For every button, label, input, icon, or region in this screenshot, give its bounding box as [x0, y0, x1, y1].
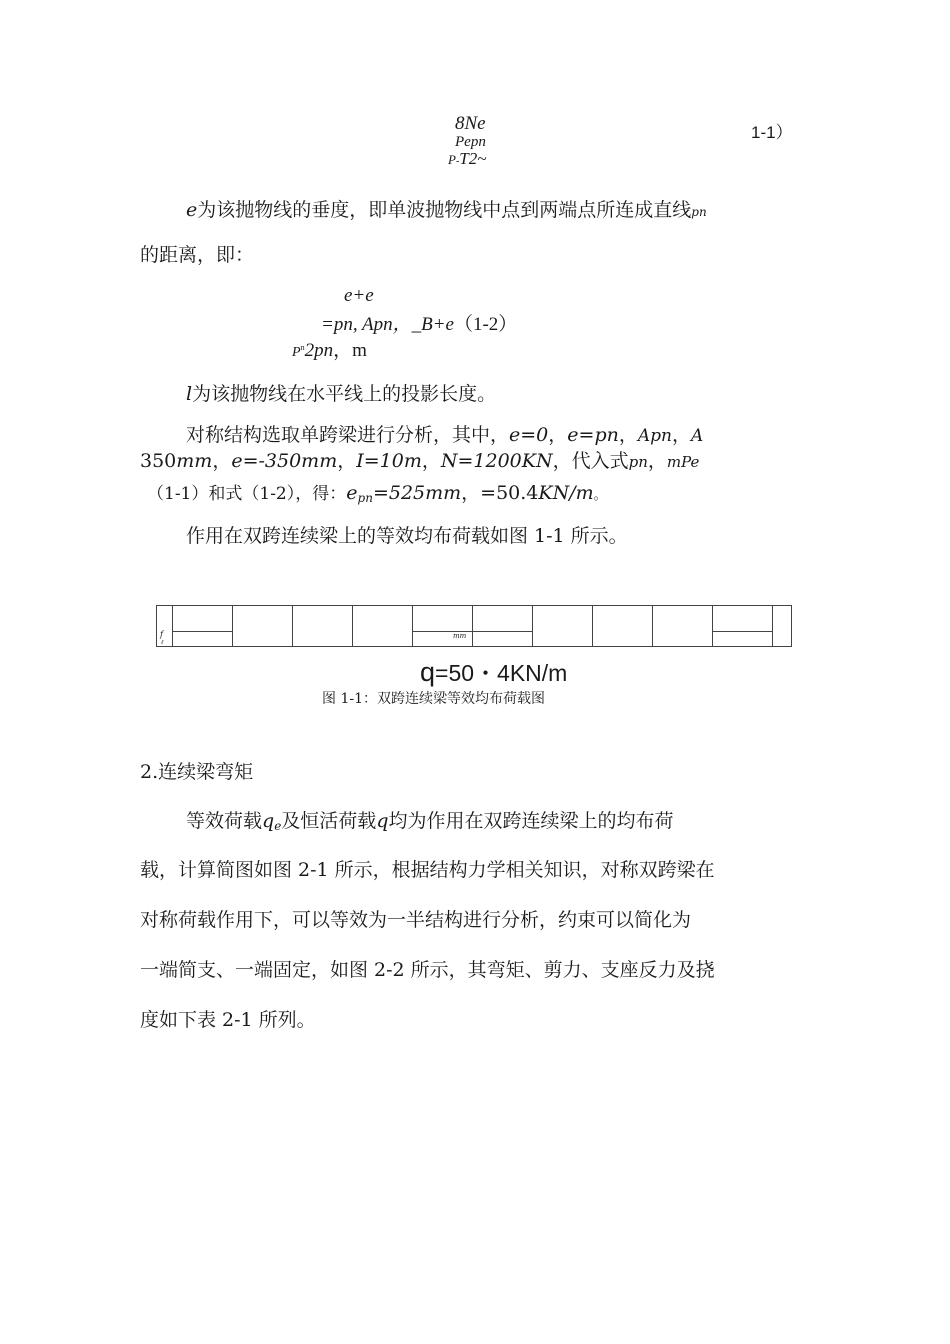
p3-l1-a: 对称结构选取单跨梁进行分析，其中，: [186, 424, 510, 446]
p3-l3-g: 。: [593, 488, 607, 503]
label-f: f: [160, 630, 163, 639]
p3-l2-i: ，代入式: [552, 450, 629, 472]
paragraph-1-line-2: 的距离，即：: [140, 244, 255, 266]
p3-l2-h: N=1200KN: [440, 450, 553, 472]
grid-line: [292, 606, 293, 646]
p3-l1-f: Apn: [637, 426, 672, 446]
p3-l2-k: ，: [647, 450, 667, 472]
label-l: ℓ: [161, 639, 164, 646]
grid-line: [172, 606, 173, 646]
p3-l1-c: ，: [548, 424, 568, 446]
grid-line: [532, 606, 533, 646]
paragraph-3-line-2: [140, 452, 699, 471]
equation-1-1-middle: Pepn: [455, 134, 486, 150]
equation-1-2-middle: [321, 309, 517, 336]
p3-l2-d: e=-350mm: [231, 450, 338, 472]
load-value-label: [420, 655, 567, 688]
figure-caption: 图 1-1：双跨连续梁等效均布荷载图: [322, 691, 545, 707]
q-letter: q: [420, 657, 436, 687]
label-mm: mm: [453, 632, 467, 640]
p3-l2-g: ，: [421, 450, 441, 472]
p3-l1-g: ，: [672, 424, 692, 446]
equation-1-1-number: 1-1）: [751, 123, 793, 142]
paragraph-5-line-2: 载，计算简图如图 2-1 所示，根据结构力学相关知识，对称双跨梁在: [140, 859, 715, 881]
p3-l3-e: ，=50.4: [461, 482, 539, 504]
paragraph-2: [186, 385, 496, 404]
p3-l3-b: e: [346, 482, 358, 504]
eq2-number: （1-2）: [453, 314, 518, 335]
q-value: =50・4KN/m: [435, 660, 568, 686]
p5-l1-e: q: [376, 810, 389, 832]
beam-load-diagram: [156, 605, 792, 647]
section-heading: 2.连续梁弯矩: [140, 761, 254, 783]
p3-l1-d: e=pn: [567, 424, 619, 446]
grid-line: [652, 606, 653, 646]
grid-line: [472, 606, 473, 646]
p5-l1-a: 等效荷载: [186, 810, 263, 832]
p5-l1-f: 均为作用在双跨连续梁上的均布荷: [388, 810, 674, 832]
p3-l3-d: =525mm: [372, 482, 462, 504]
eq2-m: ，m: [333, 340, 367, 361]
paragraph-5-line-3: 对称荷载作用下，可以等效为一半结构进行分析，约束可以简化为: [140, 909, 692, 931]
grid-line: [592, 606, 593, 646]
p3-l2-f: I=10m: [356, 450, 422, 472]
p3-l1-b: e=0: [509, 424, 549, 446]
eq2-p: P: [292, 345, 301, 360]
p3-l2-l: mPe: [666, 453, 700, 471]
var-e: e: [186, 199, 198, 221]
p5-l1-b: q: [262, 810, 275, 832]
p3-l3-a: （1-1）和式（1-2），得：: [147, 484, 347, 504]
p3-l2-j: pn: [628, 453, 648, 471]
grid-line: [712, 606, 713, 646]
paragraph-1-line-1: [186, 201, 707, 220]
p3-l3-c: pn: [357, 491, 373, 505]
paragraph-3-line-3: [147, 484, 607, 504]
equation-1-2-bottom: [292, 335, 367, 362]
equation-1-1-denominator: [448, 149, 486, 169]
eq1-sep: -: [455, 156, 460, 167]
para1-text: 为该抛物线的垂度，即单波抛物线中点到两端点所连成直线: [197, 199, 692, 221]
grid-line: [712, 631, 772, 632]
p3-l1-h: A: [691, 426, 704, 446]
eq2-2pn: 2pn: [304, 340, 334, 361]
eq1-rest: T2~: [459, 149, 487, 168]
paragraph-3-line-1: [186, 426, 703, 445]
p3-l1-e: ，: [618, 424, 638, 446]
equation-1-1-numerator: 8Ne: [455, 113, 486, 134]
grid-line: [772, 606, 773, 646]
grid-line: [232, 606, 233, 646]
para1-tail: pn: [691, 205, 707, 219]
p3-l2-a: 350: [140, 450, 177, 472]
grid-line: [352, 606, 353, 646]
var-l: l: [186, 383, 193, 405]
eq2-n: n: [300, 343, 305, 352]
paragraph-4: 作用在双跨连续梁上的等效均布荷载如图 1-1 所示。: [186, 525, 628, 547]
grid-line: [172, 631, 232, 632]
equation-1-2-top: e+e: [344, 285, 374, 306]
paragraph-5-line-4: 一端简支、一端固定，如图 2-2 所示，其弯矩、剪力、支座反力及挠: [140, 959, 715, 981]
grid-line: [412, 606, 413, 646]
p5-l1-c: e: [274, 819, 282, 833]
paragraph-5-line-5: 度如下表 2-1 所列。: [140, 1009, 316, 1031]
eq1-p: P: [448, 152, 456, 167]
p5-l1-d: 及恒活荷载: [281, 810, 377, 832]
grid-line: [412, 631, 532, 632]
p3-l2-c: ，: [212, 450, 232, 472]
p3-l2-e: ，: [337, 450, 357, 472]
para2-text: 为该抛物线在水平线上的投影长度。: [192, 383, 497, 405]
p3-l3-f: KN/m: [538, 482, 594, 504]
eq2-main: =pn, Apn，_B+e: [321, 314, 454, 335]
p3-l2-b: mm: [176, 450, 213, 472]
paragraph-5-line-1: [186, 812, 674, 832]
